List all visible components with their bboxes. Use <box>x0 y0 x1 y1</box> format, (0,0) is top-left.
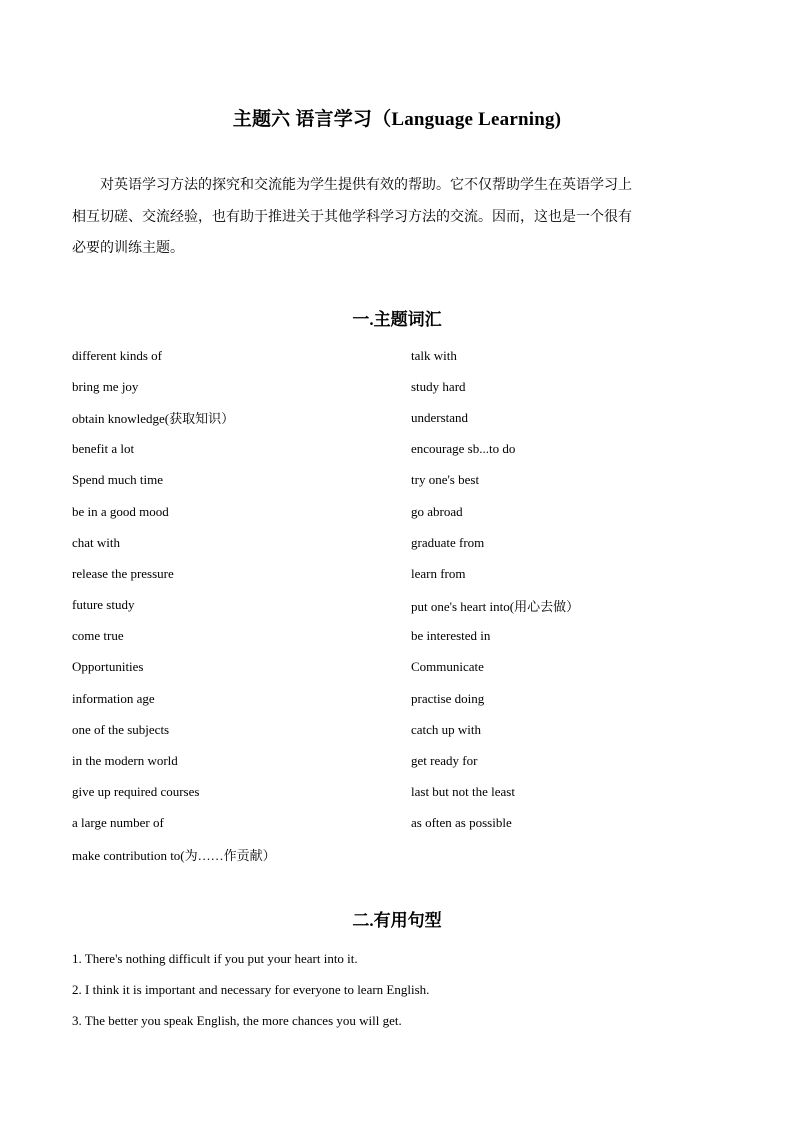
vocab-item: obtain knowledge(获取知识） <box>72 411 235 427</box>
vocab-item: understand <box>411 409 469 425</box>
vocab-row <box>72 402 672 433</box>
vocab-item: one of the subjects <box>72 721 170 737</box>
vocab-item: get ready for <box>411 753 478 769</box>
vocab-item: information age <box>72 690 155 706</box>
vocab-row <box>72 527 672 558</box>
vocab-row <box>72 714 672 745</box>
intro-paragraph <box>72 170 637 265</box>
vocab-item: catch up with <box>411 721 482 737</box>
vocab-item: be in a good mood <box>72 503 169 519</box>
vocab-item: Communicate <box>411 659 484 675</box>
vocab-row <box>72 465 672 496</box>
vocab-item: go abroad <box>411 503 463 519</box>
vocab-row <box>72 371 672 402</box>
vocab-item: study hard <box>411 378 466 394</box>
vocab-row <box>72 808 672 839</box>
vocab-item: give up required courses <box>72 784 200 800</box>
intro-text: 对英语学习方法的探究和交流能为学生提供有效的帮助。它不仅帮助学生在英语学习上相互切磋、交流经验，也有助于推进关于其他学科学习方法的交流。因而，这也是一个很有必要的训练主题。 <box>72 177 632 256</box>
vocab-item: learn from <box>411 565 466 581</box>
vocab-item: future study <box>72 597 135 613</box>
vocab-item: bring me joy <box>72 378 139 394</box>
vocab-item: in the modern world <box>72 753 178 769</box>
vocab-item: chat with <box>72 534 121 550</box>
vocab-item: graduate from <box>411 534 485 550</box>
sentence-item: 3. The better you speak English, the more chances you will get. <box>72 1012 402 1028</box>
sentence-list <box>72 943 722 1036</box>
vocab-item: be interested in <box>411 628 491 644</box>
vocab-item: put one's heart into(用心去做） <box>411 598 580 614</box>
section-title-vocabulary: 一.主题词汇 <box>352 310 442 329</box>
vocab-row <box>72 839 672 870</box>
vocab-row <box>72 745 672 776</box>
vocab-row <box>72 683 672 714</box>
section-title-sentences: 二.有用句型 <box>352 911 442 930</box>
vocab-row <box>72 652 672 683</box>
vocab-item: try one's best <box>411 472 480 488</box>
vocab-item: benefit a lot <box>72 441 135 457</box>
vocab-item: practise doing <box>411 690 485 706</box>
vocab-row <box>72 434 672 465</box>
document-title: 主题六 语言学习（Language Learning) <box>232 109 562 130</box>
vocab-item: last but not the least <box>411 784 515 800</box>
vocab-item: release the pressure <box>72 565 174 581</box>
sentence-item: 2. I think it is important and necessary for everyone to learn English. <box>72 981 430 997</box>
vocab-row <box>72 558 672 589</box>
vocab-item: make contribution to(为……作贡献） <box>72 848 276 864</box>
vocab-row <box>72 340 672 371</box>
vocab-row <box>72 621 672 652</box>
vocab-item: talk with <box>411 347 457 363</box>
vocab-item: Spend much time <box>72 472 163 488</box>
sentence-item: 1. There's nothing difficult if you put your heart into it. <box>72 950 358 966</box>
vocab-row <box>72 496 672 527</box>
vocab-item: Opportunities <box>72 659 144 675</box>
vocabulary-list <box>72 340 672 870</box>
vocab-row <box>72 590 672 621</box>
vocab-item: as often as possible <box>411 815 512 831</box>
vocab-item: a large number of <box>72 815 164 831</box>
vocab-row <box>72 777 672 808</box>
vocab-item: come true <box>72 628 124 644</box>
vocab-item: different kinds of <box>72 347 163 363</box>
vocab-item: encourage sb...to do <box>411 441 516 457</box>
